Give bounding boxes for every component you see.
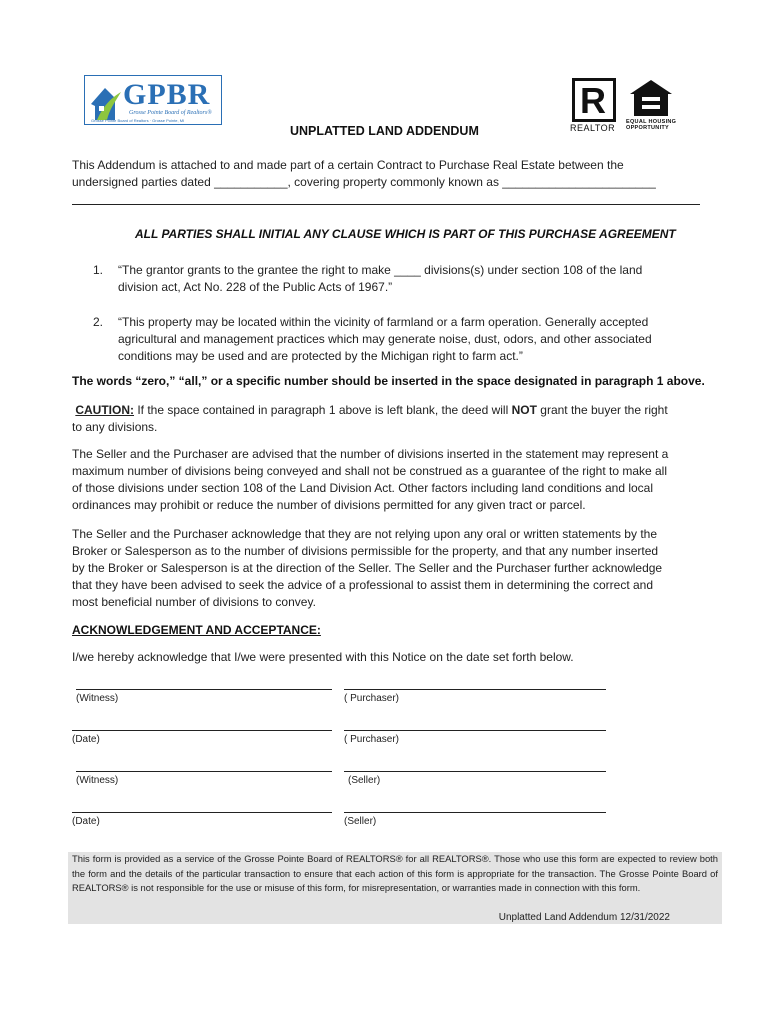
initial-instruction: ALL PARTIES SHALL INITIAL ANY CLAUSE WHICH IS PART OF THIS PURCHASE AGREEMENT — [135, 227, 676, 241]
words-note: The words “zero,” “all,” or a specific number should be inserted in the space designated in paragraph 1 above. — [72, 374, 705, 388]
purchaser-label: ( Purchaser) — [344, 693, 400, 704]
clause-1 — [118, 262, 698, 296]
footer-disclaimer — [68, 852, 722, 924]
clause-1-line-2: division act, Act No. 228 of the Public Acts of 1967.” — [118, 280, 393, 294]
caution-text-a: If the space contained in paragraph 1 above is left blank, the deed will — [134, 403, 512, 417]
equal-housing-icon — [628, 78, 674, 118]
realtor-r-mark: R — [580, 80, 606, 121]
purchaser-signature-line[interactable] — [344, 730, 606, 731]
witness-signature-line[interactable] — [76, 771, 332, 772]
gpbr-logo-address: Grosse Pointe Board of Realtors · Grosse Pointe, MI — [91, 118, 185, 123]
property-address-blank[interactable] — [72, 192, 700, 205]
house-icon — [85, 76, 125, 122]
caution-text-b: grant the buyer the right — [536, 403, 668, 417]
ack-heading: ACKNOWLEDGEMENT AND ACCEPTANCE: — [72, 623, 321, 637]
date-label: (Date) — [72, 816, 100, 827]
purchaser-label: ( Purchaser) — [344, 734, 400, 745]
para3-line: maximum number of divisions being conveyed and shall not be construed as a guarantee of the right to make all — [72, 464, 668, 478]
eho-line1: EQUAL HOUSING — [626, 119, 677, 125]
date-line[interactable] — [72, 730, 332, 731]
ack-text: I/we hereby acknowledge that I/we were presented with this Notice on the date set forth below. — [72, 650, 574, 664]
clause-2-number: 2. — [93, 315, 104, 329]
para4-line: The Seller and the Purchaser acknowledge that they are not relying upon any oral or written statements by the — [72, 527, 657, 541]
para4-line: by the Broker or Salesperson is at the direction of the Seller. The Seller and the Purchaser further acknowledge — [72, 561, 663, 575]
realtor-label: REALTOR — [570, 123, 616, 133]
caution-label: CAUTION: — [75, 403, 135, 417]
para3-line: of those divisions under section 108 of the Land Division Act. Other factors including land conditions and local — [72, 481, 654, 495]
divisions-advisory-paragraph — [72, 446, 712, 514]
para4-line: that they have been advised to seek the advice of a professional to assist them in determining the correct and — [72, 578, 654, 592]
intro-paragraph — [72, 157, 712, 191]
intro-line-1: This Addendum is attached to and made part of a certain Contract to Purchase Real Estate between the — [72, 158, 624, 172]
witness-signature-line[interactable] — [76, 689, 332, 690]
caution-paragraph — [72, 402, 712, 436]
purchaser-signature-line[interactable] — [344, 689, 606, 690]
realtor-logo — [572, 78, 616, 122]
witness-label: (Witness) — [76, 775, 119, 786]
clause-1-line-1: “The grantor grants to the grantee the right to make ____ divisions(s) under section 108 of the land — [118, 263, 643, 277]
para3-line: The Seller and the Purchaser are advised that the number of divisions inserted in the statement may represent a — [72, 447, 669, 461]
clause-2-line-2: agricultural and management practices which may generate noise, dust, odors, and other associated — [118, 332, 652, 346]
para4-line: most beneficial number of divisions to convey. — [72, 595, 316, 609]
page-title: UNPLATTED LAND ADDENDUM — [290, 124, 479, 138]
witness-label: (Witness) — [76, 693, 119, 704]
date-label: (Date) — [72, 734, 100, 745]
seller-label: (Seller) — [348, 775, 381, 786]
clause-2-line-1: “This property may be located within the vicinity of farmland or a farm operation. Generally accepted — [118, 315, 649, 329]
gpbr-logo-subtitle: Grosse Pointe Board of Realtors® — [129, 110, 212, 116]
date-line[interactable] — [72, 812, 332, 813]
caution-line-2: to any divisions. — [72, 420, 158, 434]
para3-line: ordinances may prohibit or reduce the number of divisions permitted for any given tract or parcel. — [72, 498, 586, 512]
caution-not: NOT — [511, 403, 537, 417]
gpbr-logo-text: GPBR — [123, 78, 211, 111]
clause-2-line-3: conditions may be used and are protected by the Michigan right to farm act.” — [118, 349, 523, 363]
footer-text: This form is provided as a service of the Grosse Pointe Board of REALTORS® for all REALTORS®. Those who use this form are expected to review both the form and the details of the particular transaction to ensure that each action of this form is appropriate for the transaction. The Grosse Pointe Board of REALTORS® is not responsible for the use or misuse of this form, for misrepresentation, or warranties made in connection with this form. — [72, 853, 718, 893]
acknowledgement-paragraph — [72, 526, 712, 611]
seller-signature-line[interactable] — [344, 812, 606, 813]
clause-1-number: 1. — [93, 263, 104, 277]
seller-label: (Seller) — [344, 816, 377, 827]
eho-line2: OPPORTUNITY — [626, 125, 670, 131]
equal-housing-label — [626, 119, 676, 131]
gpbr-logo — [84, 75, 222, 125]
para4-line: Broker or Salesperson as to the number of divisions permissible for the property, and that any number inserted — [72, 544, 659, 558]
clause-2 — [118, 314, 698, 365]
seller-signature-line[interactable] — [344, 771, 606, 772]
form-identifier: Unplatted Land Addendum 12/31/2022 — [498, 912, 670, 923]
intro-line-2: undersigned parties dated ___________, covering property commonly known as _______________________ — [72, 175, 656, 189]
